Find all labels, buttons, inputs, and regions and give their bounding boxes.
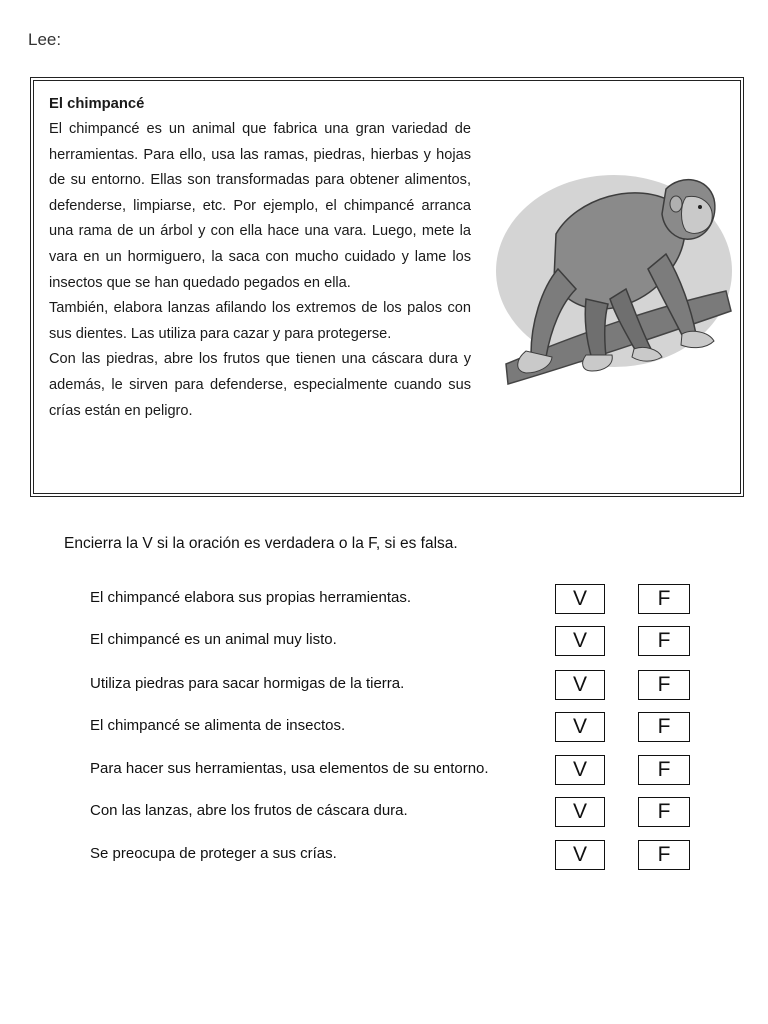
question-row-7 — [90, 840, 700, 872]
reading-title: El chimpancé — [49, 96, 145, 112]
chimp-ear — [670, 196, 682, 212]
chimpanzee-illustration — [486, 159, 736, 399]
question-text-7: Se preocupa de proteger a sus crías. — [90, 845, 337, 862]
true-option-1[interactable]: V — [555, 584, 605, 614]
false-option-3[interactable]: F — [638, 670, 690, 700]
reading-paragraph-3: Con las piedras, abre los frutos que tienen una cáscara dura y además, le sirven para defenderse, especialmente cuando sus crías están en peligro. — [49, 351, 471, 419]
reading-box — [30, 77, 744, 497]
question-row-5 — [90, 755, 700, 787]
question-row-4 — [90, 712, 700, 744]
instruction-lee: Lee: — [28, 30, 62, 49]
question-text-2: El chimpancé es un animal muy listo. — [90, 631, 337, 648]
false-option-7[interactable]: F — [638, 840, 690, 870]
reading-paragraph-2: También, elabora lanzas afilando los extremos de los palos con sus dientes. Las utiliza para cazar y para protegerse. — [49, 300, 471, 342]
question-text-1: El chimpancé elabora sus propias herramientas. — [90, 589, 411, 606]
false-option-4[interactable]: F — [638, 712, 690, 742]
true-option-2[interactable]: V — [555, 626, 605, 656]
true-option-6[interactable]: V — [555, 797, 605, 827]
false-option-2[interactable]: F — [638, 626, 690, 656]
question-row-2 — [90, 626, 700, 658]
exercise-instruction: Encierra la V si la oración es verdadera o la F, si es falsa. — [64, 535, 458, 552]
false-option-6[interactable]: F — [638, 797, 690, 827]
question-row-6 — [90, 797, 700, 829]
chimp-eye — [698, 205, 702, 209]
question-text-5: Para hacer sus herramientas, usa elementos de su entorno. — [90, 760, 489, 777]
question-text-4: El chimpancé se alimenta de insectos. — [90, 717, 346, 734]
question-text-3: Utiliza piedras para sacar hormigas de la tierra. — [90, 675, 405, 692]
question-row-3 — [90, 670, 700, 702]
true-option-5[interactable]: V — [555, 755, 605, 785]
reading-paragraph-1: El chimpancé es un animal que fabrica una gran variedad de herramientas. Para ello, usa las ramas, piedras, hierbas y hojas de su entorno. Ellas son transformadas para obtener alimentos, defenderse, limpiarse, etc. Por ejemplo, el chimpancé arranca una rama de un árbol y con ella hace una vara. Luego, mete la vara en un hormiguero, la saca con mucho cuidado y lame los insectos que se han quedado pegados en ella. — [49, 121, 471, 291]
reading-text — [49, 93, 471, 424]
false-option-5[interactable]: F — [638, 755, 690, 785]
question-text-6: Con las lanzas, abre los frutos de cáscara dura. — [90, 802, 408, 819]
chimp-foot-front — [583, 355, 613, 371]
true-option-7[interactable]: V — [555, 840, 605, 870]
true-option-4[interactable]: V — [555, 712, 605, 742]
question-row-1 — [90, 584, 700, 616]
chimp-hand — [681, 331, 714, 347]
false-option-1[interactable]: F — [638, 584, 690, 614]
true-option-3[interactable]: V — [555, 670, 605, 700]
